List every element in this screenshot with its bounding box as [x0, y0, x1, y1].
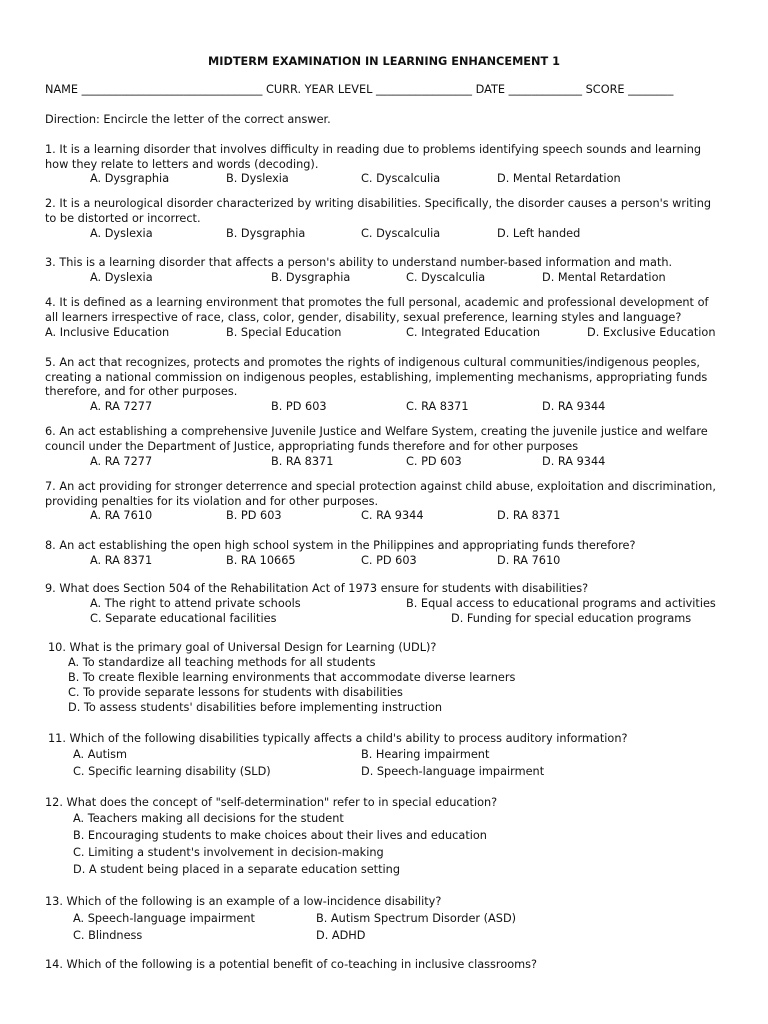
q4-option-a[interactable]: A. Inclusive Education: [45, 326, 170, 339]
question-14-text: 14. Which of the following is a potential benefit of co-teaching in inclusive classrooms?: [45, 958, 538, 971]
q2-option-c[interactable]: C. Dyscalculia: [361, 227, 441, 240]
q12-option-b[interactable]: B. Encouraging students to make choices about their lives and education: [73, 829, 487, 842]
q10-option-d[interactable]: D. To assess students' disabilities before implementing instruction: [68, 701, 443, 714]
q1-option-b[interactable]: B. Dyslexia: [226, 172, 289, 185]
question-7-text: 7. An act providing for stronger deterrence and special protection against child abuse, exploitation and discrimination, providing penalties for its violation and for other purposes.: [45, 480, 716, 508]
q7-option-b[interactable]: B. PD 603: [226, 509, 282, 522]
question-4-text: 4. It is defined as a learning environment that promotes the full personal, academic and professional development of all learners irrespective of race, class, color, gender, disability, sexual preference, learning styles and language?: [45, 296, 709, 324]
question-3-text: 3. This is a learning disorder that affects a person's ability to understand number-based information and math.: [45, 256, 673, 269]
q7-option-a[interactable]: A. RA 7610: [90, 509, 153, 522]
q3-option-d[interactable]: D. Mental Retardation: [542, 271, 666, 284]
q5-option-d[interactable]: D. RA 9344: [542, 400, 606, 413]
question-1-text: 1. It is a learning disorder that involves difficulty in reading due to problems identifying speech sounds and learning how they relate to letters and words (decoding).: [45, 143, 702, 171]
q3-option-b[interactable]: B. Dysgraphia: [271, 271, 351, 284]
q1-option-c[interactable]: C. Dyscalculia: [361, 172, 441, 185]
q4-option-c[interactable]: C. Integrated Education: [406, 326, 541, 339]
q2-option-a[interactable]: A. Dyslexia: [90, 227, 153, 240]
q6-option-d[interactable]: D. RA 9344: [542, 455, 606, 468]
q10-option-c[interactable]: C. To provide separate lessons for students with disabilities: [68, 686, 403, 699]
question-13-text: 13. Which of the following is an example of a low-incidence disability?: [45, 895, 442, 908]
q8-option-d[interactable]: D. RA 7610: [497, 554, 561, 567]
q12-option-c[interactable]: C. Limiting a student's involvement in decision-making: [73, 846, 384, 859]
question-9-text: 9. What does Section 504 of the Rehabilitation Act of 1973 ensure for students with disabilities?: [45, 582, 589, 595]
q2-option-d[interactable]: D. Left handed: [497, 227, 581, 240]
question-11-text: 11. Which of the following disabilities typically affects a child's ability to process auditory information?: [48, 732, 628, 745]
q7-option-d[interactable]: D. RA 8371: [497, 509, 561, 522]
page-title: MIDTERM EXAMINATION IN LEARNING ENHANCEMENT 1: [208, 55, 560, 68]
q9-option-a[interactable]: A. The right to attend private schools: [90, 597, 301, 610]
q11-option-b[interactable]: B. Hearing impairment: [361, 748, 490, 761]
q10-option-a[interactable]: A. To standardize all teaching methods for all students: [68, 656, 376, 669]
direction-text: Direction: Encircle the letter of the correct answer.: [45, 113, 331, 126]
q6-option-a[interactable]: A. RA 7277: [90, 455, 153, 468]
q13-option-c[interactable]: C. Blindness: [73, 929, 143, 942]
q9-option-d[interactable]: D. Funding for special education programs: [451, 612, 692, 625]
q5-option-c[interactable]: C. RA 8371: [406, 400, 469, 413]
q9-option-c[interactable]: C. Separate educational facilities: [90, 612, 277, 625]
q11-option-d[interactable]: D. Speech-language impairment: [361, 765, 545, 778]
q10-option-b[interactable]: B. To create flexible learning environments that accommodate diverse learners: [68, 671, 516, 684]
q11-option-a[interactable]: A. Autism: [73, 748, 128, 761]
question-5-text: 5. An act that recognizes, protects and promotes the rights of indigenous cultural communities/indigenous peoples, creating a national commission on indigenous peoples, establishing, implementing mechanisms, appropriating funds therefore, and for other purposes.: [45, 356, 708, 399]
question-2-text: 2. It is a neurological disorder characterized by writing disabilities. Specifically, the disorder causes a person's writing to be distorted or incorrect.: [45, 197, 712, 225]
q12-option-a[interactable]: A. Teachers making all decisions for the student: [73, 812, 344, 825]
q11-option-c[interactable]: C. Specific learning disability (SLD): [73, 765, 271, 778]
q7-option-c[interactable]: C. RA 9344: [361, 509, 424, 522]
question-8-text: 8. An act establishing the open high school system in the Philippines and appropriating funds therefore?: [45, 539, 636, 552]
q8-option-b[interactable]: B. RA 10665: [226, 554, 296, 567]
q8-option-c[interactable]: C. PD 603: [361, 554, 417, 567]
q13-option-d[interactable]: D. ADHD: [316, 929, 366, 942]
q1-option-a[interactable]: A. Dysgraphia: [90, 172, 170, 185]
q4-option-d[interactable]: D. Exclusive Education: [587, 326, 716, 339]
q5-option-b[interactable]: B. PD 603: [271, 400, 327, 413]
q3-option-a[interactable]: A. Dyslexia: [90, 271, 153, 284]
q4-option-b[interactable]: B. Special Education: [226, 326, 342, 339]
q13-option-a[interactable]: A. Speech-language impairment: [73, 912, 255, 925]
q9-option-b[interactable]: B. Equal access to educational programs and activities: [406, 597, 716, 610]
q6-option-b[interactable]: B. RA 8371: [271, 455, 334, 468]
q2-option-b[interactable]: B. Dysgraphia: [226, 227, 306, 240]
q12-option-d[interactable]: D. A student being placed in a separate education setting: [73, 863, 400, 876]
q5-option-a[interactable]: A. RA 7277: [90, 400, 153, 413]
question-6-text: 6. An act establishing a comprehensive Juvenile Justice and Welfare System, creating the juvenile justice and welfare council under the Department of Justice, appropriating funds therefore and for other purposes: [45, 425, 708, 453]
question-10-text: 10. What is the primary goal of Universal Design for Learning (UDL)?: [48, 641, 437, 654]
q6-option-c[interactable]: C. PD 603: [406, 455, 462, 468]
q13-option-b[interactable]: B. Autism Spectrum Disorder (ASD): [316, 912, 517, 925]
q3-option-c[interactable]: C. Dyscalculia: [406, 271, 486, 284]
student-info-line: NAME ________________________________ CURR. YEAR LEVEL _________________ DATE _____________ SCORE ________: [45, 83, 674, 96]
q1-option-d[interactable]: D. Mental Retardation: [497, 172, 621, 185]
question-12-text: 12. What does the concept of "self-determination" refer to in special education?: [45, 796, 498, 809]
q8-option-a[interactable]: A. RA 8371: [90, 554, 153, 567]
